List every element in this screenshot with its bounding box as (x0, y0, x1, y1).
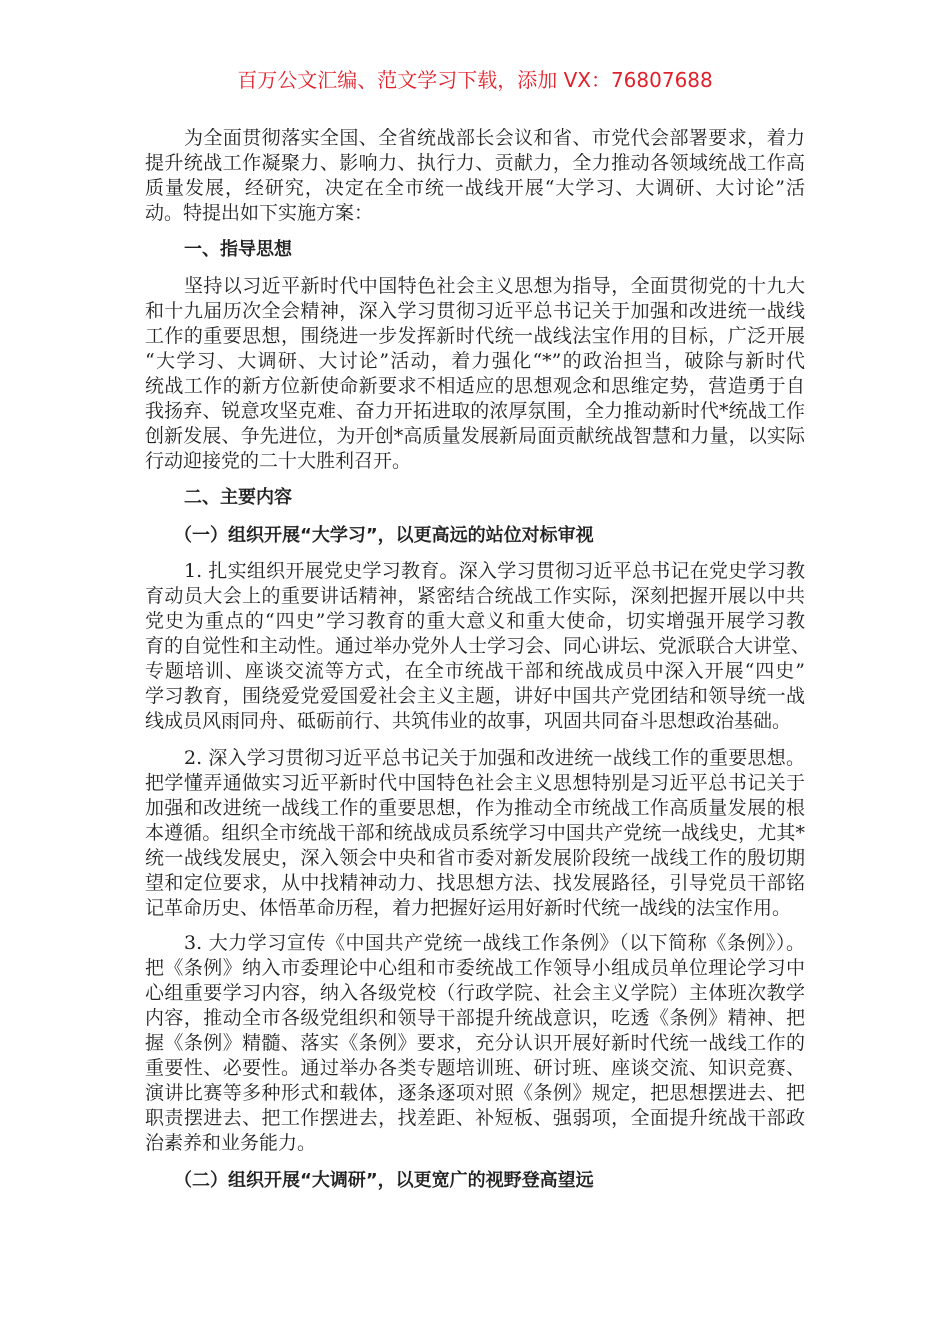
text-line: 工作的重要思想，围绕进一步发挥新时代统一战线法宝作用的目标，广泛开展 (145, 325, 805, 347)
text-line: 握《条例》精髓、落实《条例》要求，充分认识开展好新时代统一战线工作的 (145, 1032, 805, 1054)
text-line: 和十九届历次全会精神，深入学习贯彻习近平总书记关于加强和改进统一战线 (145, 300, 805, 322)
item-1-paragraph (145, 559, 811, 734)
text-line: 内容，推动全市各级党组织和领导干部提升统战意识，吃透《条例》精神、把 (145, 1007, 805, 1029)
text-line: 1. 扎实组织开展党史学习教育。深入学习贯彻习近平总书记在党史学习教 (184, 560, 805, 582)
text-line: 育动员大会上的重要讲话精神，紧密结合统战工作实际，深刻把握开展以中共 (145, 585, 805, 607)
text-line: 心组重要学习内容，纳入各级党校（行政学院、社会主义学院）主体班次教学 (145, 982, 805, 1004)
text-line: 记革命历史、体悟革命历程，着力把握好运用好新时代统一战线的法宝作用。 (145, 897, 792, 919)
text-line: 学习教育，围绕爱党爱国爱社会主义主题，讲好中国共产党团结和领导统一战 (145, 685, 805, 707)
text-line: 职责摆进去、把工作摆进去，找差距、补短板、强弱项，全面提升统战干部政 (145, 1107, 805, 1129)
section-heading-guiding: 一、指导思想 (184, 239, 292, 260)
text-line: 2. 深入学习贯彻习近平总书记关于加强和改进统一战线工作的重要思想。 (184, 747, 805, 769)
text-line: 专题培训、座谈交流等方式，在全市统战干部和统战成员中深入开展“四史” (145, 660, 805, 682)
item-2-paragraph (145, 746, 805, 921)
text-line: 党史为重点的“四史”学习教育的重大意义和重大使命，切实增强开展学习教 (145, 610, 805, 632)
text-line: “大学习、大调研、大讨论”活动，着力强化“*”的政治担当，破除与新时代 (145, 350, 805, 372)
text-line: 演讲比赛等多种形式和载体，逐条逐项对照《条例》规定，把思想摆进去、把 (145, 1082, 805, 1104)
text-line: 治素养和业务能力。 (145, 1132, 317, 1154)
text-line: 把学懂弄通做实习近平新时代中国特色社会主义思想特别是习近平总书记关于 (145, 772, 805, 794)
text-line: 动。特提出如下实施方案： (145, 202, 374, 224)
text-line: 为全面贯彻落实全国、全省统战部长会议和省、市党代会部署要求，着力 (184, 127, 805, 149)
subsection-heading-study: （一）组织开展“大学习”，以更高远的站位对标审视 (174, 525, 594, 546)
text-line: 本遵循。组织全市统战干部和统战成员系统学习中国共产党统一战线史，尤其* (145, 822, 805, 844)
text-line: 线成员风雨同舟、砥砺前行、共筑伟业的故事，巩固共同奋斗思想政治基础。 (145, 710, 792, 732)
text-line: 把《条例》纳入市委理论中心组和市委统战工作领导小组成员单位理论学习中 (145, 957, 805, 979)
text-line: 质量发展，经研究，决定在全市统一战线开展“大学习、大调研、大讨论”活 (145, 177, 805, 199)
section-heading-content: 二、主要内容 (184, 487, 292, 508)
text-line: 统一战线发展史，深入领会中央和省市委对新发展阶段统一战线工作的殷切期 (145, 847, 805, 869)
text-line: 行动迎接党的二十大胜利召开。 (145, 450, 412, 472)
text-line: 3. 大力学习宣传《中国共产党统一战线工作条例》（以下简称《条例》）。 (184, 932, 805, 954)
guiding-paragraph (145, 274, 805, 474)
text-line: 望和定位要求，从中找精神动力、找思想方法、找发展路径，引导党员干部铭 (145, 872, 805, 894)
text-line: 创新发展、争先进位，为开创*高质量发展新局面贡献统战智慧和力量，以实际 (145, 425, 805, 447)
text-line: 我扬弃、锐意攻坚克难、奋力开拓进取的浓厚氛围，全力推动新时代*统战工作 (145, 400, 805, 422)
text-line: 坚持以习近平新时代中国特色社会主义思想为指导，全面贯彻党的十九大 (184, 275, 805, 297)
text-line: 提升统战工作凝聚力、影响力、执行力、贡献力，全力推动各领域统战工作高 (145, 152, 805, 174)
watermark-banner: 百万公文汇编、范文学习下载，添加 VX：76807688 (237, 68, 713, 92)
intro-paragraph (145, 126, 805, 226)
text-line: 育的自觉性和主动性。通过举办党外人士学习会、同心讲坛、党派联合大讲堂、 (145, 635, 811, 657)
text-line: 加强和改进统一战线工作的重要思想，作为推动全市统战工作高质量发展的根 (145, 797, 805, 819)
item-3-paragraph (145, 931, 805, 1156)
subsection-heading-research: （二）组织开展“大调研”，以更宽广的视野登高望远 (174, 1170, 594, 1191)
text-line: 统战工作的新方位新使命新要求不相适应的思想观念和思维定势，营造勇于自 (145, 375, 805, 397)
text-line: 重要性、必要性。通过举办各类专题培训班、研讨班、座谈交流、知识竞赛、 (145, 1057, 805, 1079)
